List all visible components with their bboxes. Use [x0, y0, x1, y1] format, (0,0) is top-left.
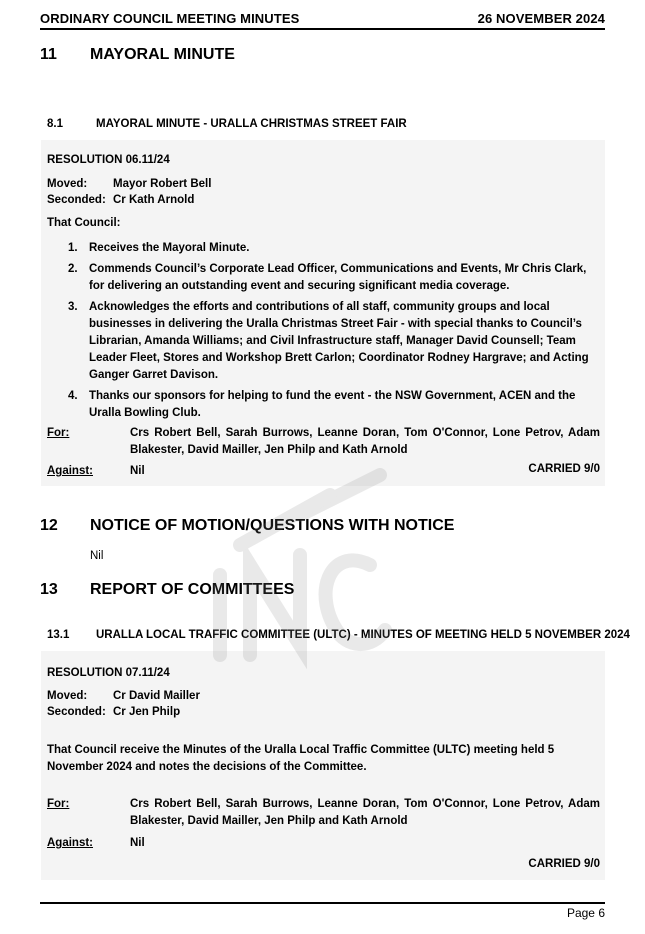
- against-label: Against:: [47, 837, 93, 849]
- section-13-heading: [40, 581, 294, 599]
- against-vote: [47, 835, 600, 852]
- item-number: 8.1: [47, 118, 63, 130]
- against-vote: [47, 463, 600, 480]
- against-value: Nil: [130, 837, 145, 849]
- seconded-value: Cr Jen Philp: [113, 706, 181, 718]
- carried-result: CARRIED 9/0: [528, 463, 600, 475]
- against-label: Against:: [47, 465, 93, 477]
- section-number: 13: [40, 581, 58, 598]
- resolution-list: [68, 240, 600, 426]
- item-8-1-heading: [47, 118, 407, 130]
- moved-value: Cr David Mailler: [113, 690, 200, 702]
- moved-block: [47, 176, 211, 208]
- moved-block: [47, 688, 200, 720]
- section-12-heading: [40, 517, 454, 535]
- item-title: MAYORAL MINUTE - URALLA CHRISTMAS STREET FAIR: [96, 118, 407, 130]
- carried-result: CARRIED 9/0: [528, 858, 600, 870]
- section-number: 11: [40, 46, 57, 63]
- header-title: ORDINARY COUNCIL MEETING MINUTES: [40, 11, 300, 26]
- for-label: For:: [47, 798, 70, 810]
- resolution-number: RESOLUTION 07.11/24: [47, 667, 170, 679]
- resolution-number: RESOLUTION 06.11/24: [47, 154, 170, 166]
- that-council: That Council:: [47, 217, 121, 229]
- section-number: 12: [40, 517, 58, 534]
- list-item: 2. Commends Council’s Corporate Lead Officer, Communications and Events, Mr Chris Clark, for delivering an outstanding event and securing significant media coverage.: [68, 263, 587, 292]
- seconded-label: Seconded:: [47, 706, 106, 718]
- section-title: NOTICE OF MOTION/QUESTIONS WITH NOTICE: [90, 517, 455, 534]
- list-item: 1. Receives the Mayoral Minute.: [68, 242, 250, 254]
- moved-value: Mayor Robert Bell: [113, 178, 212, 190]
- for-value: Crs Robert Bell, Sarah Burrows, Leanne Doran, Tom O'Connor, Lone Petrov, Adam Blakester, David Mailler, Jen Philp and Kath Arnold: [130, 427, 600, 456]
- moved-label: Moved:: [47, 690, 88, 702]
- section-title: MAYORAL MINUTE: [90, 46, 235, 63]
- page-header: [40, 8, 605, 30]
- page-number: Page 6: [566, 906, 605, 920]
- seconded-value: Cr Kath Arnold: [113, 194, 195, 206]
- for-value: Crs Robert Bell, Sarah Burrows, Leanne Doran, Tom O'Connor, Lone Petrov, Adam Blakester, David Mailler, Jen Philp and Kath Arnold: [130, 798, 600, 827]
- item-title: URALLA LOCAL TRAFFIC COMMITTEE (ULTC) - MINUTES OF MEETING HELD 5 NOVEMBER 2024: [96, 629, 630, 641]
- item-number: 13.1: [47, 629, 70, 641]
- section-12-body: Nil: [90, 550, 104, 562]
- moved-label: Moved:: [47, 178, 88, 190]
- footer-rule: [40, 902, 605, 904]
- list-item: 4. Thanks our sponsors for helping to fund the event - the NSW Government, ACEN and the Uralla Bowling Club.: [68, 390, 576, 419]
- item-13-1-heading: [47, 629, 630, 641]
- section-title: REPORT OF COMMITTEES: [90, 581, 295, 598]
- header-date: 26 NOVEMBER 2024: [477, 11, 605, 26]
- for-vote: [47, 425, 600, 459]
- list-item: 3. Acknowledges the efforts and contributions of all staff, community groups and local businesses in delivering the Uralla Christmas Street Fair - with special thanks to Council’s Librarian, Amanda Williams; and Civil Infrastructure staff, Manager David Counsell; Team Leader Fleet, Stores and Workshop Brett Carlon; Coordinator Rodney Hargrave; and Acting Ganger Garret Davison.: [68, 301, 589, 381]
- section-11-heading: [40, 46, 235, 64]
- for-vote: [47, 796, 600, 830]
- seconded-label: Seconded:: [47, 194, 106, 206]
- for-label: For:: [47, 427, 70, 439]
- resolution-body: That Council receive the Minutes of the Uralla Local Traffic Committee (ULTC) meeting held 5 November 2024 and notes the decisions of the Committee.: [47, 744, 555, 773]
- against-value: Nil: [130, 465, 145, 477]
